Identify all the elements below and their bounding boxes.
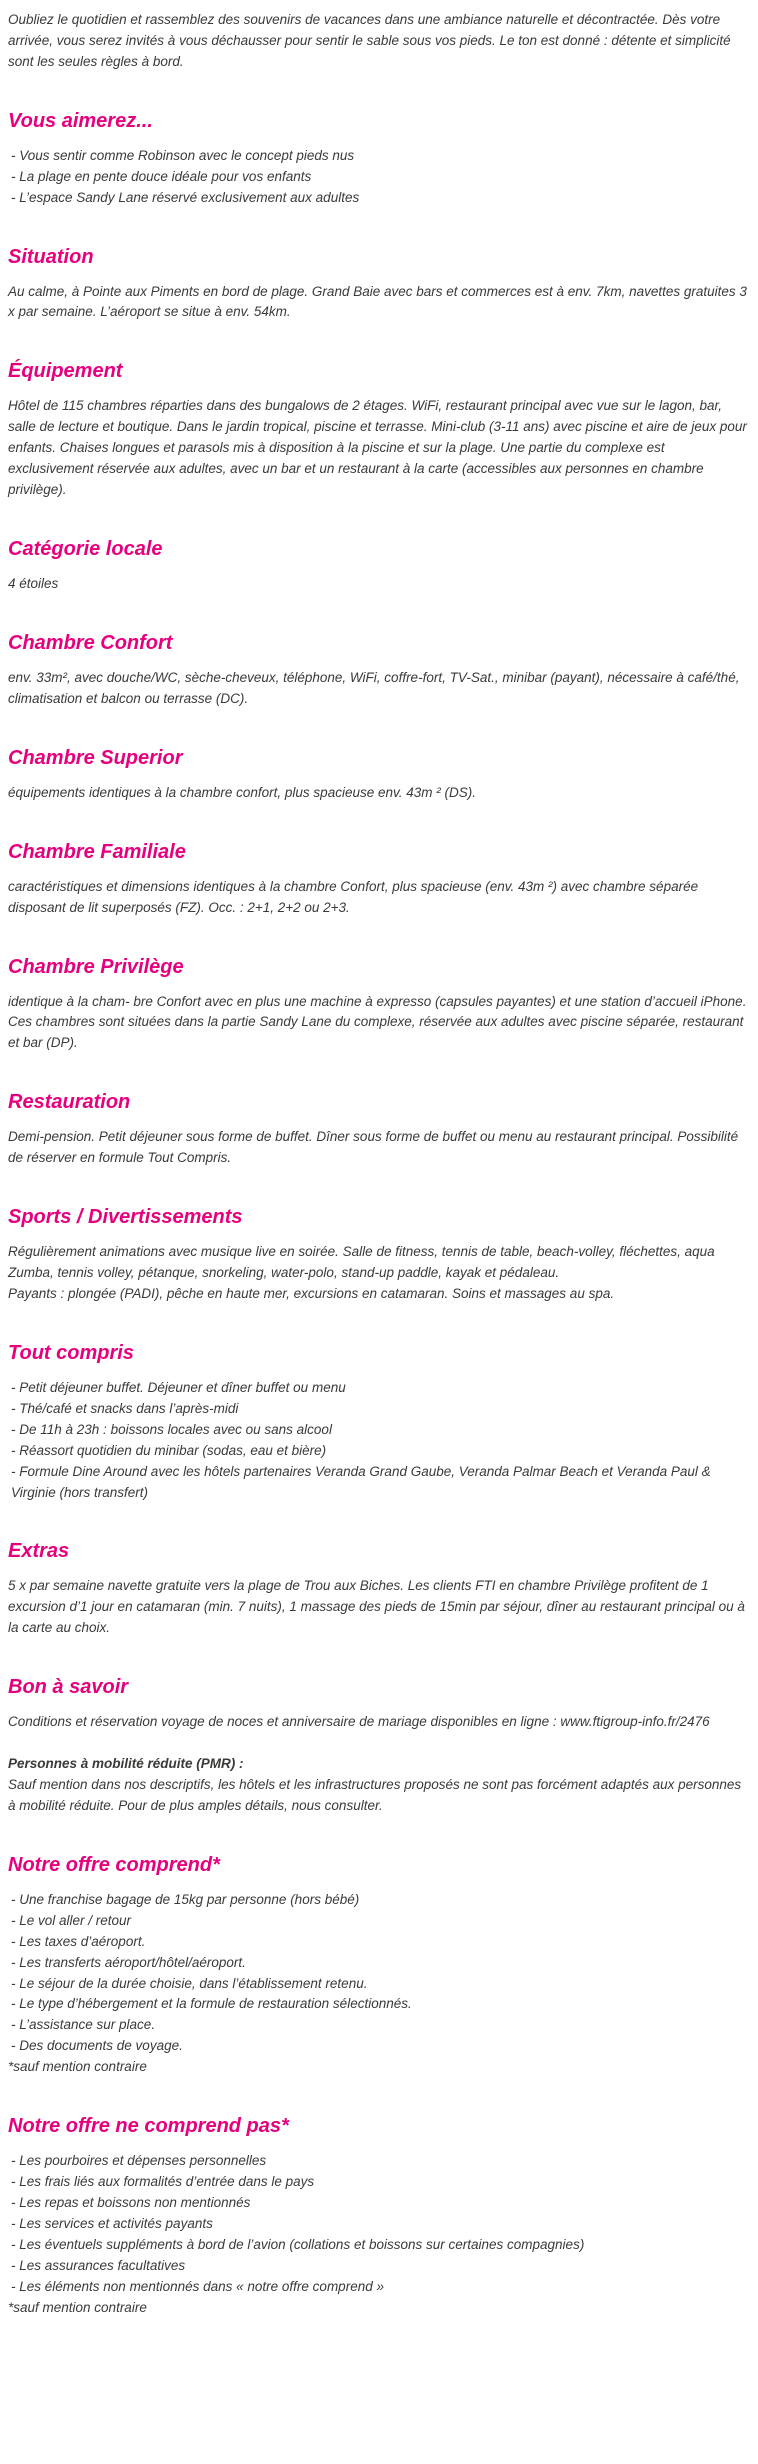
paragraph: *sauf mention contraire	[8, 2059, 147, 2075]
section-heading: Tout compris	[8, 1341, 134, 1364]
section-heading: Chambre Privilège	[8, 955, 184, 978]
section-notre-offre-ne-comprend-pas	[8, 2114, 750, 2318]
paragraph: Hôtel de 115 chambres réparties dans des bungalows de 2 étages. WiFi, restaurant principal avec vue sur le lagon, bar, salle de lecture et boutique. Dans le jardin tropical, piscine et terrasse. Mini-club (3-11 ans) avec piscine et aire de jeux pour enfants. Chaises longues et parasols mis à disposition à la piscine et sur la plage. Une partie du complexe est exclusivement réservée aux adultes, avec un bar et un restaurant à la carte (accessibles aux personnes en chambre privilège).	[8, 398, 747, 498]
list-item: - Les assurances facultatives	[11, 2257, 186, 2273]
list-item: - Petit déjeuner buffet. Déjeuner et dîner buffet ou menu	[11, 1379, 346, 1395]
section-restauration	[8, 1090, 750, 1169]
paragraph: Demi-pension. Petit déjeuner sous forme de buffet. Dîner sous forme de buffet ou menu au restaurant principal. Possibilité de réserver en formule Tout Compris.	[8, 1129, 739, 1166]
section-chambre-familiale	[8, 840, 750, 919]
section-vous-aimerez	[8, 109, 750, 209]
paragraph: équipements identiques à la chambre confort, plus spacieuse env. 43m ² (DS).	[8, 784, 476, 800]
list-item: - Des documents de voyage.	[11, 2038, 183, 2054]
list-item: - Le vol aller / retour	[11, 1912, 132, 1928]
list-item: - Formule Dine Around avec les hôtels partenaires Veranda Grand Gaube, Veranda Palmar Beach et Veranda Paul & Virginie (hors transfert)	[11, 1463, 711, 1500]
section-heading: Équipement	[8, 360, 123, 383]
list-item: - Le type d’hébergement et la formule de restauration sélectionnés.	[11, 1996, 412, 2012]
section-chambre-superior	[8, 746, 750, 804]
list-item: - Thé/café et snacks dans l’après-midi	[11, 1400, 239, 1416]
section-sports-divertissements	[8, 1205, 750, 1305]
paragraph: Sauf mention dans nos descriptifs, les hôtels et les infrastructures proposés ne sont pas forcément adaptés aux personnes à mobilité réduite. Pour de plus amples détails, nous consulter.	[8, 1777, 742, 1813]
section-notre-offre-comprend	[8, 1853, 750, 2078]
section-categorie-locale	[8, 537, 750, 595]
section-heading: Situation	[8, 245, 94, 268]
section-extras	[8, 1539, 750, 1639]
list-item: - Le séjour de la durée choisie, dans l’établissement retenu.	[11, 1975, 368, 1991]
list-item: - De 11h à 23h : boissons locales avec ou sans alcool	[11, 1421, 332, 1437]
section-equipement	[8, 359, 750, 501]
list-item: - L’assistance sur place.	[11, 2017, 156, 2033]
intro-paragraph: Oubliez le quotidien et rassemblez des souvenirs de vacances dans une ambiance naturelle et décontractée. Dès votre arrivée, vous serez invités à vous déchausser pour sentir le sable sous vos pieds. Le ton est donné : détente et simplicité sont les seules règles à bord.	[8, 12, 731, 69]
paragraph: Au calme, à Pointe aux Piments en bord de plage. Grand Baie avec bars et commerces est à env. 7km, navettes gratuites 3 x par semaine. L’aéroport se situe à env. 54km.	[8, 283, 747, 320]
paragraph: Payants : plongée (PADI), pêche en haute mer, excursions en catamaran. Soins et massages au spa.	[8, 1285, 615, 1301]
paragraph: identique à la cham- bre Confort avec en plus une machine à expresso (capsules payantes) et une station d’accueil iPhone. Ces chambres sont situées dans la partie Sandy Lane du complexe, réservée aux adultes avec piscine séparée, restaurant et bar (DP).	[8, 993, 747, 1051]
section-tout-compris	[8, 1341, 750, 1504]
list-item: - Réassort quotidien du minibar (sodas, eau et bière)	[11, 1442, 327, 1458]
list-item: - Les éventuels suppléments à bord de l’avion (collations et boissons sur certaines compagnies)	[11, 2236, 585, 2252]
list-item: - La plage en pente douce idéale pour vos enfants	[11, 168, 312, 184]
section-heading: Sports / Divertissements	[8, 1206, 243, 1229]
paragraph: 4 étoiles	[8, 575, 59, 591]
paragraph: caractéristiques et dimensions identiques à la chambre Confort, plus spacieuse (env. 43m ²) avec chambre séparée disposant de lit superposés (FZ). Occ. : 2+1, 2+2 ou 2+3.	[8, 878, 699, 915]
list-item: - Vous sentir comme Robinson avec le concept pieds nus	[11, 147, 355, 163]
sections	[8, 109, 750, 2319]
section-heading: Vous aimerez...	[8, 109, 153, 132]
list-item: - L’espace Sandy Lane réservé exclusivement aux adultes	[11, 189, 360, 205]
section-heading: Catégorie locale	[8, 537, 163, 560]
section-heading: Extras	[8, 1540, 70, 1563]
paragraph: env. 33m², avec douche/WC, sèche-cheveux, téléphone, WiFi, coffre-fort, TV-Sat., minibar (payant), nécessaire à café/thé, climatisation et balcon ou terrasse (DC).	[8, 669, 740, 706]
section-heading: Chambre Confort	[8, 631, 173, 654]
list-item: - Les services et activités payants	[11, 2215, 213, 2231]
paragraph: Régulièrement animations avec musique live en soirée. Salle de fitness, tennis de table, beach-volley, fléchettes, aqua Zumba, tennis volley, pétanque, snorkeling, water-polo, stand-up paddle, kayak et pédaleau.	[8, 1244, 715, 1281]
list-item: - Les éléments non mentionnés dans « notre offre comprend »	[11, 2278, 384, 2294]
section-bon-a-savoir	[8, 1675, 750, 1817]
section-heading: Chambre Superior	[8, 746, 183, 769]
section-heading: Restauration	[8, 1091, 131, 1114]
paragraph: *sauf mention contraire	[8, 2299, 147, 2315]
section-heading: Notre offre comprend*	[8, 1853, 220, 1876]
paragraph: Conditions et réservation voyage de noces et anniversaire de mariage disponibles en ligne : www.ftigroup-info.fr/2476	[8, 1714, 710, 1730]
section-chambre-privilege	[8, 955, 750, 1055]
list-item: - Une franchise bagage de 15kg par personne (hors bébé)	[11, 1891, 360, 1907]
list-item: - Les transferts aéroport/hôtel/aéroport.	[11, 1954, 246, 1970]
list-item: - Les frais liés aux formalités d’entrée dans le pays	[11, 2174, 315, 2190]
paragraph: Personnes à mobilité réduite (PMR) :	[8, 1756, 244, 1772]
list-item: - Les taxes d’aéroport.	[11, 1933, 146, 1949]
section-chambre-confort	[8, 631, 750, 710]
paragraph: 5 x par semaine navette gratuite vers la plage de Trou aux Biches. Les clients FTI en chambre Privilège profitent de 1 excursion d’1 jour en catamaran (min. 7 nuits), 1 massage des pieds de 15min par séjour, dîner au restaurant principal ou à la carte au choix.	[8, 1578, 745, 1636]
catalog-page	[8, 10, 750, 2319]
section-heading: Bon à savoir	[8, 1676, 129, 1699]
list-item: - Les pourboires et dépenses personnelles	[11, 2153, 267, 2169]
section-heading: Chambre Familiale	[8, 840, 186, 863]
section-situation	[8, 245, 750, 324]
section-heading: Notre offre ne comprend pas*	[8, 2115, 289, 2138]
list-item: - Les repas et boissons non mentionnés	[11, 2195, 251, 2211]
